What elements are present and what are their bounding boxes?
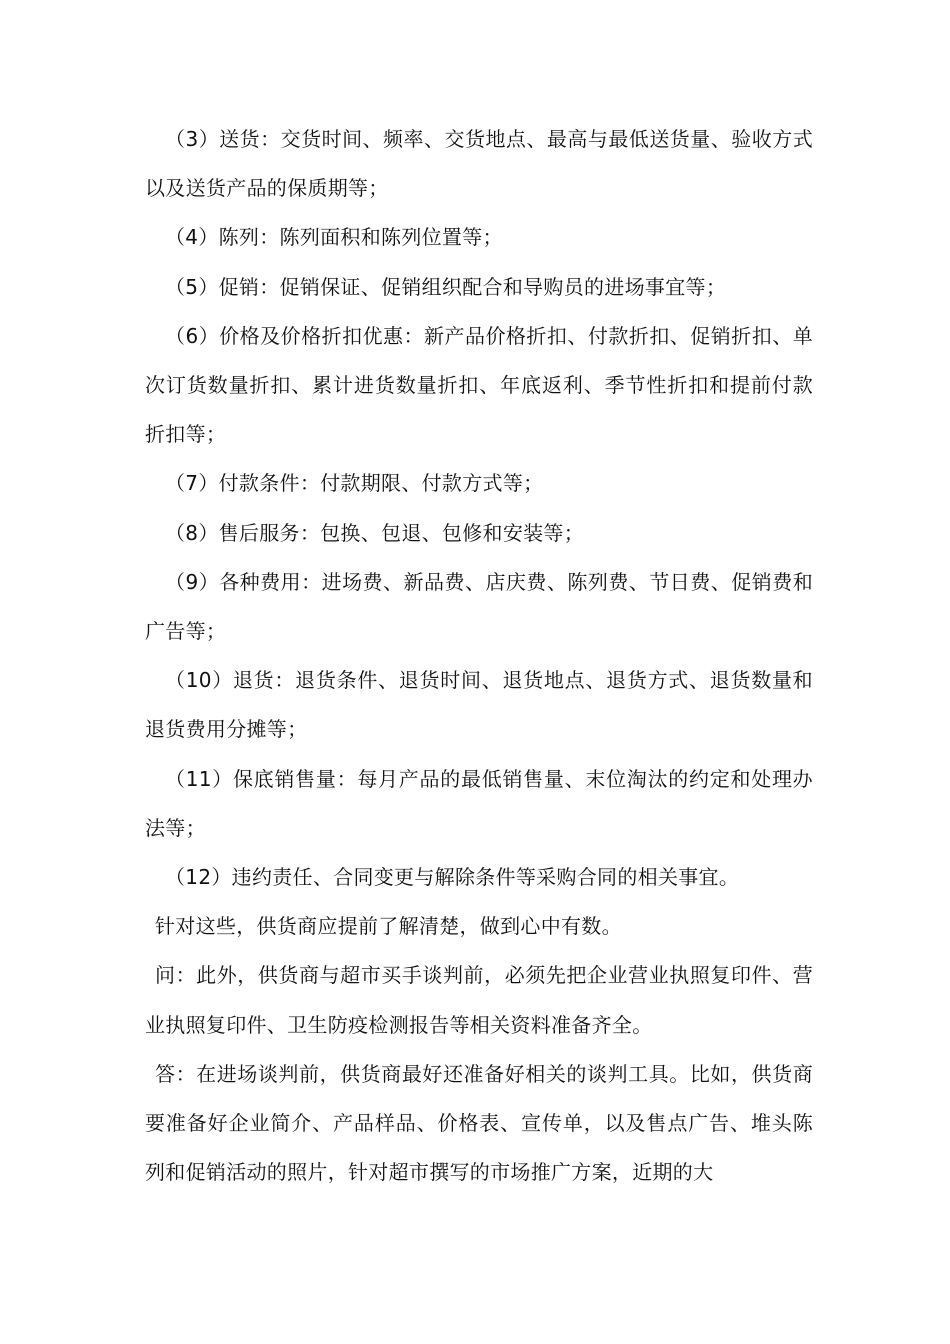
- paragraph-fees: （9）各种费用：进场费、新品费、店庆费、陈列费、节日费、促销费和广告等；: [145, 569, 813, 644]
- paragraph-answer: 答：在进场谈判前，供货商最好还准备好相关的谈判工具。比如，供货商要准备好企业简介、产品样品、价格表、宣传单，以及售点广告、堆头陈列和促销活动的照片，针对超市撰写的市场推广方案，近期的大: [145, 1061, 813, 1185]
- paragraph-minimum-sales: （11）保底销售量：每月产品的最低销售量、末位淘汰的约定和处理办法等；: [145, 766, 813, 840]
- paragraph-after-sales: （8）售后服务：包换、包退、包修和安装等；: [165, 520, 585, 545]
- paragraph-question: 问：此外，供货商与超市买手谈判前，必须先把企业营业执照复印件、营业执照复印件、卫生防疫检测报告等相关资料准备齐全。: [145, 963, 813, 1037]
- paragraph-display: （4）陈列：陈列面积和陈列位置等；: [165, 225, 503, 250]
- paragraph-payment-terms: （7）付款条件：付款期限、付款方式等；: [165, 471, 544, 496]
- document-body: [145, 115, 813, 1197]
- paragraph-delivery: （3）送货：交货时间、频率、交货地点、最高与最低送货量、验收方式以及送货产品的保质期等；: [145, 127, 813, 201]
- paragraph-price-discount: （6）价格及价格折扣优惠：新产品价格折扣、付款折扣、促销折扣、单次订货数量折扣、累计进货数量折扣、年底返利、季节性折扣和提前付款折扣等；: [145, 323, 813, 447]
- paragraph-summary: 针对这些，供货商应提前了解清楚，做到心中有数。: [155, 914, 622, 939]
- paragraph-returns: （10）退货：退货条件、退货时间、退货地点、退货方式、退货数量和退货费用分摊等；: [145, 668, 813, 742]
- paragraph-breach-liability: （12）违约责任、合同变更与解除条件等采购合同的相关事宜。: [165, 865, 740, 890]
- paragraph-promotion: （5）促销：促销保证、促销组织配合和导购员的进场事宜等；: [165, 274, 727, 299]
